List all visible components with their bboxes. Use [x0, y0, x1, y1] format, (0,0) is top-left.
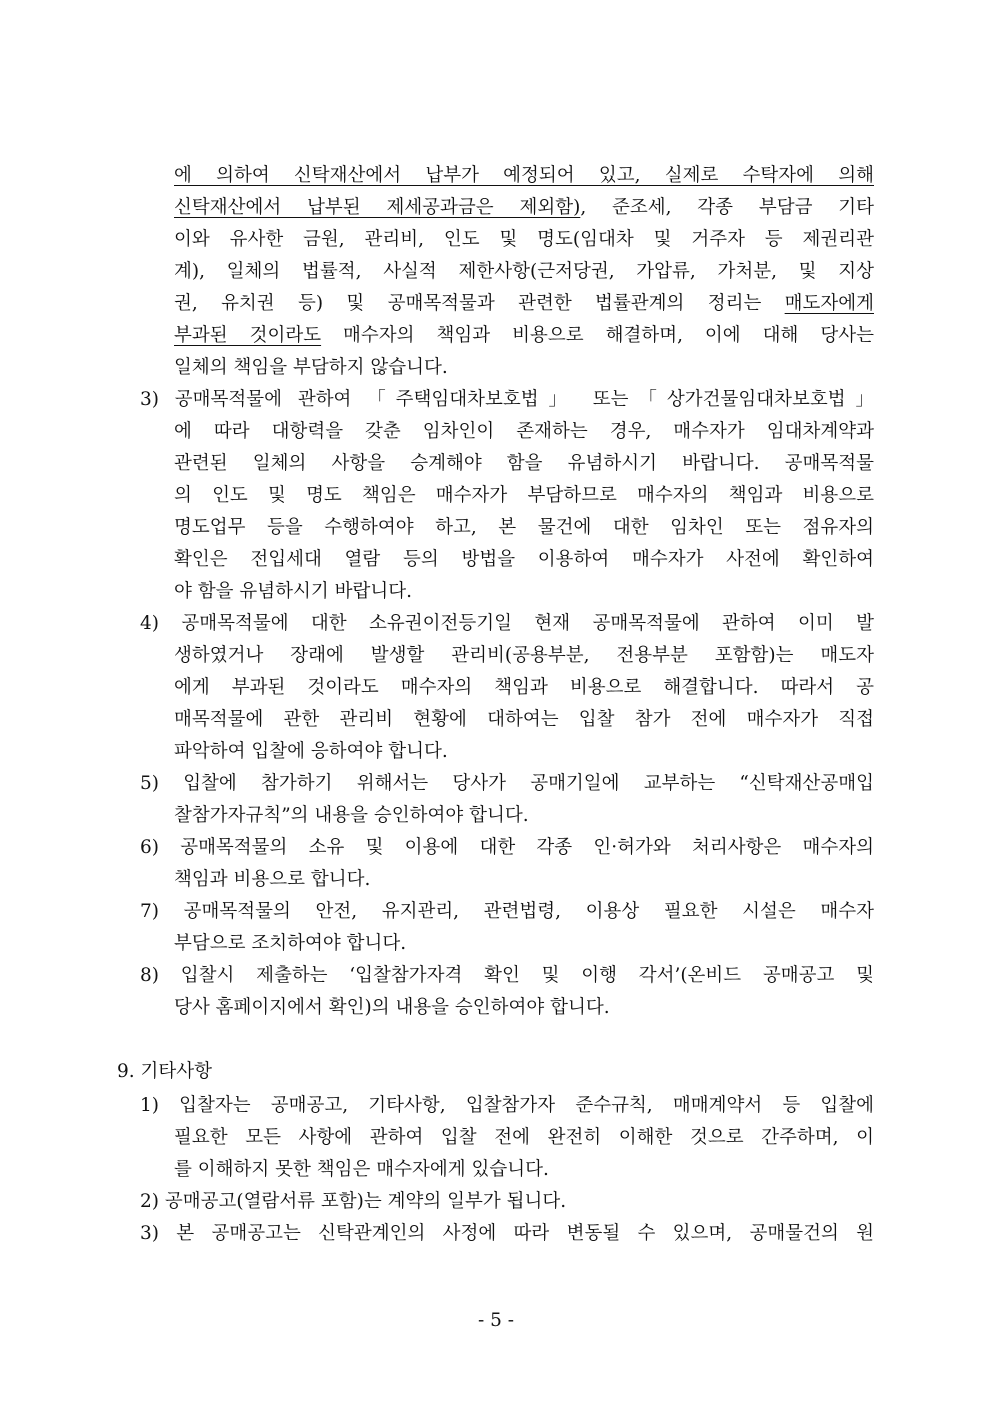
list-item-3: 3) 본 공매공고는 신탁관계인의 사정에 따라 변동될 수 있으며, 공매물건의 원	[140, 1223, 874, 1244]
list-item-4: 4) 공매목적물에 대한 소유권이전등기일 현재 공매목적물에 관하여 이미 발	[140, 613, 874, 634]
page-number: - 5 -	[477, 1310, 515, 1331]
list-item-2: 2) 공매공고(열람서류 포함)는 계약의 일부가 됩니다.	[140, 1191, 567, 1212]
text-span: 매수자의 책임과 비용으로 해결하며, 이에 대해 당사는	[321, 325, 874, 346]
underlined-text: 신탁재산에서 납부된 제세공과금은 제외함)	[174, 197, 581, 218]
text-line: 책임과 비용으로 합니다.	[174, 869, 371, 890]
underlined-text: 에 의하여 신탁재산에서 납부가 예정되어 있고, 실제로 수탁자에 의해	[174, 165, 874, 186]
text-line: 당사 홈페이지에서 확인)의 내용을 승인하여야 합니다.	[174, 997, 610, 1018]
text-line: 에게 부과된 것이라도 매수자의 책임과 비용으로 해결합니다. 따라서 공	[174, 677, 874, 698]
text-line: 에 따라 대항력을 갖춘 임차인이 존재하는 경우, 매수자가 임대차계약과	[174, 421, 874, 442]
text-line: 의 인도 및 명도 책임은 매수자가 부담하므로 매수자의 책임과 비용으로	[174, 485, 874, 506]
text-line: 를 이해하지 못한 책임은 매수자에게 있습니다.	[174, 1159, 549, 1180]
text-span: 권, 유치권 등) 및 공매목적물과 관련한 법률관계의 정리는	[174, 293, 785, 314]
text-line: 일체의 책임을 부담하지 않습니다.	[174, 357, 448, 378]
list-item-6: 6) 공매목적물의 소유 및 이용에 대한 각종 인·허가와 처리사항은 매수자의	[140, 837, 874, 858]
text-line: 매목적물에 관한 관리비 현황에 대하여는 입찰 참가 전에 매수자가 직접	[174, 709, 874, 730]
text-line: 명도업무 등을 수행하여야 하고, 본 물건에 대한 임차인 또는 점유자의	[174, 517, 874, 538]
text-line: 찰참가자규칙”의 내용을 승인하여야 합니다.	[174, 805, 529, 826]
list-item-7: 7) 공매목적물의 안전, 유지관리, 관련법령, 이용상 필요한 시설은 매수자	[140, 901, 874, 922]
underlined-text: 부과된 것이라도	[174, 325, 322, 346]
list-item-3: 3) 공매목적물에 관하여 「주택임대차보호법」 또는「상가건물임대차보호법」	[140, 389, 874, 410]
text-line	[174, 160, 874, 192]
section-heading: 9. 기타사항	[117, 1061, 213, 1082]
text-line: 관련된 일체의 사항을 승계해야 함을 유념하시기 바랍니다. 공매목적물	[174, 453, 874, 474]
text-line: 야 함을 유념하시기 바랍니다.	[174, 581, 412, 602]
text-line: 확인은 전입세대 열람 등의 방법을 이용하여 매수자가 사전에 확인하여	[174, 549, 874, 570]
text-line: 파악하여 입찰에 응하여야 합니다.	[174, 741, 448, 762]
text-line: 생하였거나 장래에 발생할 관리비(공용부분, 전용부분 포함함)는 매도자	[174, 645, 874, 666]
list-item-1: 1) 입찰자는 공매공고, 기타사항, 입찰참가자 준수규칙, 매매계약서 등 입찰에	[140, 1095, 874, 1116]
underlined-text: 매도자에게	[784, 293, 874, 314]
list-item-5: 5) 입찰에 참가하기 위해서는 당사가 공매기일에 교부하는 “신탁재산공매입	[140, 773, 874, 794]
text-line: 계), 일체의 법률적, 사실적 제한사항(근저당권, 가압류, 가처분, 및 지상	[174, 261, 874, 282]
text-line	[174, 192, 874, 224]
text-line	[174, 320, 874, 352]
text-line: 필요한 모든 사항에 관하여 입찰 전에 완전히 이해한 것으로 간주하며, 이	[174, 1127, 874, 1148]
text-span: , 준조세, 각종 부담금 기타	[580, 197, 874, 218]
list-item-8: 8) 입찰시 제출하는 ‘입찰참가자격 확인 및 이행 각서’(온비드 공매공고 및	[140, 965, 874, 986]
text-line: 이와 유사한 금원, 관리비, 인도 및 명도(임대차 및 거주자 등 제권리관	[174, 229, 874, 250]
text-line: 부담으로 조치하여야 합니다.	[174, 933, 407, 954]
text-line	[174, 288, 874, 320]
